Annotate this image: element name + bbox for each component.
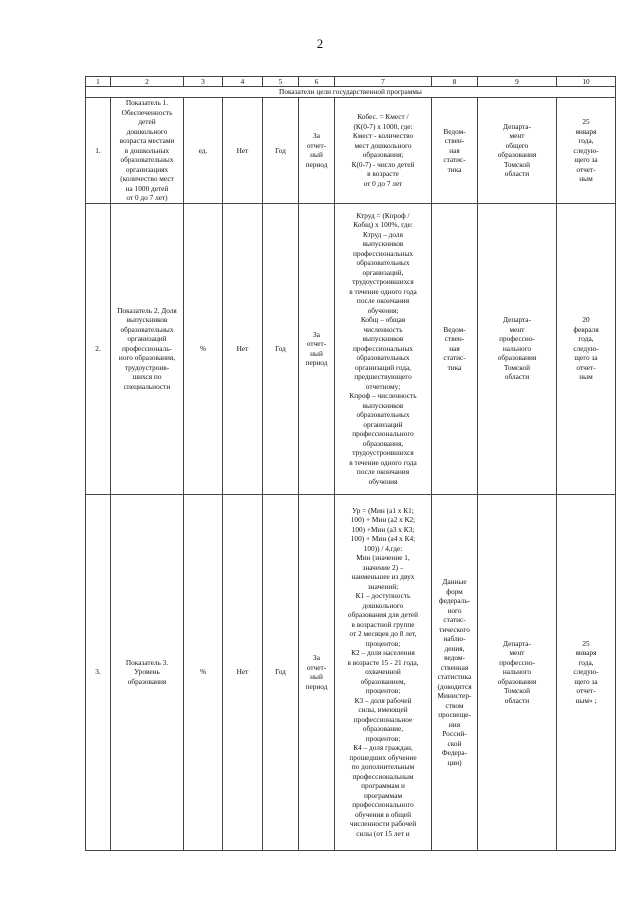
deadline-cell: 25 января года, следую- щего за отчет- ным» ; — [557, 494, 616, 850]
row-number: 3. — [86, 494, 111, 850]
column-header: 3 — [184, 77, 223, 87]
column-header: 9 — [478, 77, 557, 87]
period-cell: За отчет- ный период — [299, 203, 335, 494]
deadline-cell: 25 января года, следую- щего за отчет- ным — [557, 98, 616, 204]
table-cell: Год — [263, 203, 299, 494]
indicator-name: Показатель 2. Доля выпускников образовательных организаций профессиональ- ного образования, трудоустроив- шихся по специальности — [111, 203, 184, 494]
column-header: 4 — [223, 77, 263, 87]
column-number-row — [86, 77, 616, 87]
table-cell: Год — [263, 98, 299, 204]
responsible-cell: Департа- мент профессио- нального образования Томской области — [478, 494, 557, 850]
column-header: 10 — [557, 77, 616, 87]
source-cell: Ведом- ствен- ная статис- тика — [432, 98, 478, 204]
indicator-name: Показатель 3. Уровень образования — [111, 494, 184, 850]
indicators-table — [85, 76, 616, 851]
column-header: 7 — [335, 77, 432, 87]
indicator-name: Показатель 1. Обеспеченность детей дошкольного возраста местами в дошкольных образовательных организациях (количество мест на 1000 детей от 0 до 7 лет) — [111, 98, 184, 204]
unit-cell: % — [184, 494, 223, 850]
unit-cell: ед. — [184, 98, 223, 204]
column-header: 8 — [432, 77, 478, 87]
table-cell: Нет — [223, 98, 263, 204]
column-header: 2 — [111, 77, 184, 87]
deadline-cell: 20 февраля года, следую- щего за отчет- ным — [557, 203, 616, 494]
source-cell: Ведом- ствен- ная статис- тика — [432, 203, 478, 494]
column-header: 6 — [299, 77, 335, 87]
table-cell: Год — [263, 494, 299, 850]
table-row — [86, 98, 616, 204]
formula-cell: Ур = (Мин (а1 х К1; 100) + Мин (а2 х К2; 100) +Мин (а3 х К3; 100) + Мин (а4 х К4; 100)) / 4,где: Мин (значение 1, значение 2) – наименьшее из двух значений; К1 – доступность дошкольного образования для детей в возрастной группе от 2 месяцев до 8 лет, процентов; К2 – доля населения в возрасте 15 - 21 года, охваченной образованием, процентов; К3 – доля рабочей силы, имеющей профессиональное образование, процентов; К4 – доля граждан, прошедших обучение по дополнительным профессиональным программам и программам профессионального обучения в общей численности рабочей силы (от 15 лет и — [335, 494, 432, 850]
column-header: 5 — [263, 77, 299, 87]
table-row — [86, 494, 616, 850]
formula-cell: Кобес. = Кмест / (К(0-7) х 1000, где: Кмест - количество мест дошкольного образования; К(0-7) - число детей в возрасте от 0 до 7 лет — [335, 98, 432, 204]
formula-cell: Ктруд = (Кпроф / Кобщ) х 100%, где: Ктруд – доля выпускников профессиональных образовательных организаций, трудоустроившихся в течение одного года после окончания обучения; Кобщ – общая численность выпускников профессиональных образовательных организаций года, предшествующего отчетному; Кпроф – численность выпускников образовательных организаций профессионального образования, трудоустроившихся в течение одного года после окончания обучения — [335, 203, 432, 494]
row-number: 1. — [86, 98, 111, 204]
table-cell: Нет — [223, 203, 263, 494]
responsible-cell: Департа- мент профессио- нального образования Томской области — [478, 203, 557, 494]
responsible-cell: Департа- мент общего образования Томской области — [478, 98, 557, 204]
table-cell: Нет — [223, 494, 263, 850]
table-row — [86, 203, 616, 494]
page-number: 2 — [316, 36, 324, 51]
period-cell: За отчет- ный период — [299, 494, 335, 850]
section-title: Показатели цели государственной программы — [86, 87, 616, 98]
period-cell: За отчет- ный период — [299, 98, 335, 204]
source-cell: Данные форм федераль- ного статис- тического наблю- дения, ведом- ственная статистика (доводится Министер- ством просвеще- ния Россий- ской Федера- ции) — [432, 494, 478, 850]
column-header: 1 — [86, 77, 111, 87]
unit-cell: % — [184, 203, 223, 494]
row-number: 2. — [86, 203, 111, 494]
